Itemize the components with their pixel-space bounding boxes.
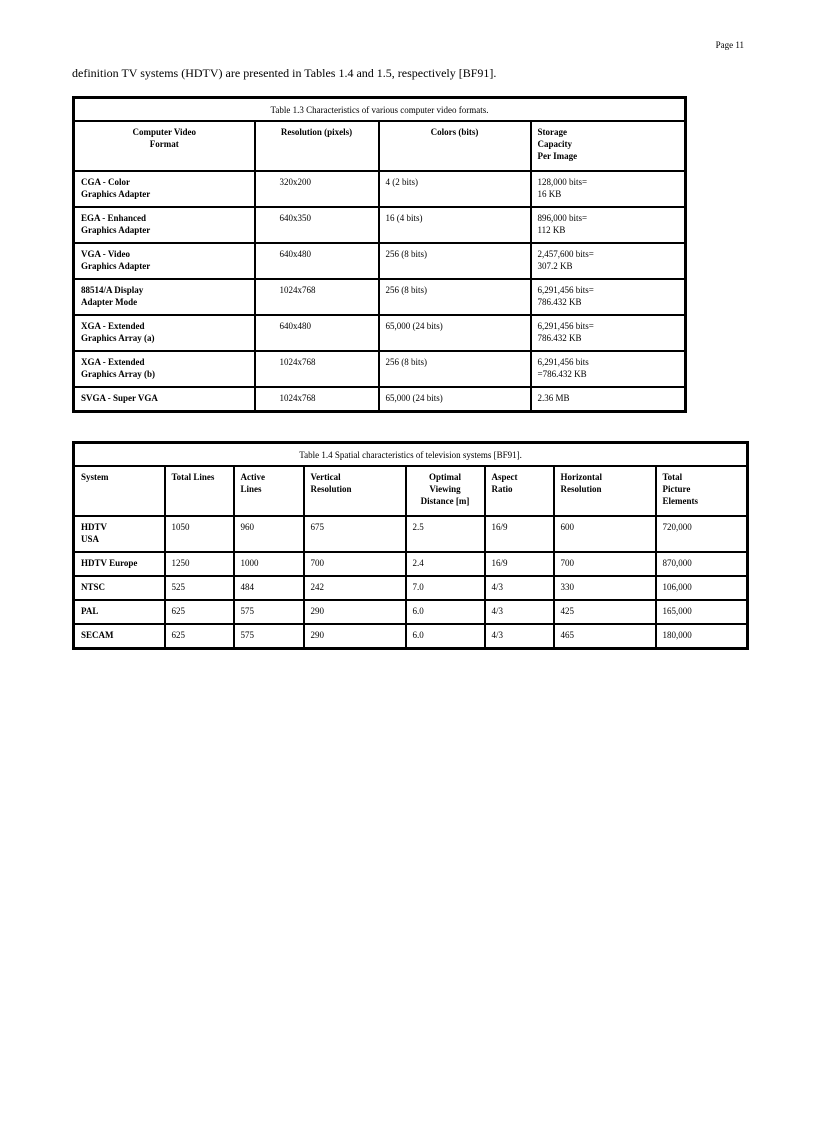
- column-header: Storage Capacity Per Image: [531, 121, 686, 171]
- table-row: [74, 576, 748, 600]
- table-caption: Table 1.3 Characteristics of various computer video formats.: [74, 98, 686, 122]
- table-cell: 7.0: [406, 576, 485, 600]
- table-row: [74, 387, 686, 411]
- table-cell: 165,000: [656, 600, 748, 624]
- table-cell: 4/3: [485, 624, 554, 648]
- table-cell: 16/9: [485, 516, 554, 552]
- table-cell: 1024x768: [255, 279, 379, 315]
- table-cell: HDTV Europe: [74, 552, 165, 576]
- column-header: System: [74, 466, 165, 516]
- column-header: Optimal Viewing Distance [m]: [406, 466, 485, 516]
- column-header: Horizontal Resolution: [554, 466, 656, 516]
- table-row: [74, 624, 748, 648]
- table-cell: 320x200: [255, 171, 379, 207]
- table-row: [74, 516, 748, 552]
- table-cell: 6,291,456 bits= 786.432 KB: [531, 315, 686, 351]
- table-cell: 65,000 (24 bits): [379, 315, 531, 351]
- table-row: [74, 207, 686, 243]
- table-header-row: [74, 466, 748, 516]
- table-television-systems: [72, 441, 749, 650]
- table-cell: 640x350: [255, 207, 379, 243]
- table-cell: 290: [304, 600, 406, 624]
- table-cell: 484: [234, 576, 304, 600]
- table-cell: 128,000 bits= 16 KB: [531, 171, 686, 207]
- table-cell: 256 (8 bits): [379, 279, 531, 315]
- table-row: [74, 243, 686, 279]
- table-cell: 330: [554, 576, 656, 600]
- table-cell: 16/9: [485, 552, 554, 576]
- table-cell: 2.5: [406, 516, 485, 552]
- table-cell: VGA - Video Graphics Adapter: [74, 243, 255, 279]
- table-cell: 720,000: [656, 516, 748, 552]
- table-cell: 525: [165, 576, 234, 600]
- table-cell: 6.0: [406, 624, 485, 648]
- table-cell: 960: [234, 516, 304, 552]
- table-cell: 700: [304, 552, 406, 576]
- table-caption: Table 1.4 Spatial characteristics of television systems [BF91].: [74, 443, 748, 467]
- table-cell: 242: [304, 576, 406, 600]
- table-cell: 6,291,456 bits= 786.432 KB: [531, 279, 686, 315]
- table-cell: 896,000 bits= 112 KB: [531, 207, 686, 243]
- table-caption-row: [74, 443, 748, 467]
- table-cell: 2.36 MB: [531, 387, 686, 411]
- table-cell: 6,291,456 bits =786.432 KB: [531, 351, 686, 387]
- table-cell: 625: [165, 624, 234, 648]
- table-cell: 88514/A Display Adapter Mode: [74, 279, 255, 315]
- table-cell: 1000: [234, 552, 304, 576]
- table-cell: 290: [304, 624, 406, 648]
- table-cell: 106,000: [656, 576, 748, 600]
- table-header-row: [74, 121, 686, 171]
- table-row: [74, 171, 686, 207]
- column-header: Resolution (pixels): [255, 121, 379, 171]
- table-cell: 1050: [165, 516, 234, 552]
- table-cell: 4/3: [485, 600, 554, 624]
- table-row: [74, 315, 686, 351]
- table-cell: 465: [554, 624, 656, 648]
- table-cell: 16 (4 bits): [379, 207, 531, 243]
- table-cell: EGA - Enhanced Graphics Adapter: [74, 207, 255, 243]
- table-cell: PAL: [74, 600, 165, 624]
- column-header: Colors (bits): [379, 121, 531, 171]
- table-cell: 2.4: [406, 552, 485, 576]
- table-row: [74, 600, 748, 624]
- table-cell: CGA - Color Graphics Adapter: [74, 171, 255, 207]
- column-header: Total Lines: [165, 466, 234, 516]
- column-header: Computer Video Format: [74, 121, 255, 171]
- table-cell: SVGA - Super VGA: [74, 387, 255, 411]
- table-cell: 640x480: [255, 315, 379, 351]
- table-cell: 65,000 (24 bits): [379, 387, 531, 411]
- table-cell: 6.0: [406, 600, 485, 624]
- page-number: Page 11: [715, 40, 744, 50]
- table-row: [74, 279, 686, 315]
- column-header: Aspect Ratio: [485, 466, 554, 516]
- table-row: [74, 351, 686, 387]
- table-cell: 1250: [165, 552, 234, 576]
- column-header: Active Lines: [234, 466, 304, 516]
- table-caption-row: [74, 98, 686, 122]
- table-cell: 180,000: [656, 624, 748, 648]
- table-cell: HDTV USA: [74, 516, 165, 552]
- table-cell: 4/3: [485, 576, 554, 600]
- table-cell: 700: [554, 552, 656, 576]
- table-cell: NTSC: [74, 576, 165, 600]
- table-cell: 1024x768: [255, 351, 379, 387]
- table-cell: SECAM: [74, 624, 165, 648]
- table-cell: 575: [234, 600, 304, 624]
- table-cell: 256 (8 bits): [379, 351, 531, 387]
- table-cell: 4 (2 bits): [379, 171, 531, 207]
- intro-paragraph: definition TV systems (HDTV) are presented in Tables 1.4 and 1.5, respectively [BF91].: [72, 66, 497, 80]
- table-cell: 1024x768: [255, 387, 379, 411]
- table-cell: XGA - Extended Graphics Array (b): [74, 351, 255, 387]
- table-cell: 600: [554, 516, 656, 552]
- column-header: Vertical Resolution: [304, 466, 406, 516]
- table-cell: 625: [165, 600, 234, 624]
- table-cell: 256 (8 bits): [379, 243, 531, 279]
- table-cell: 575: [234, 624, 304, 648]
- table-cell: 675: [304, 516, 406, 552]
- table-computer-video-formats: [72, 96, 687, 413]
- table-cell: 425: [554, 600, 656, 624]
- table-cell: 2,457,600 bits= 307.2 KB: [531, 243, 686, 279]
- table-cell: XGA - Extended Graphics Array (a): [74, 315, 255, 351]
- table-cell: 870,000: [656, 552, 748, 576]
- table-row: [74, 552, 748, 576]
- table-cell: 640x480: [255, 243, 379, 279]
- column-header: Total Picture Elements: [656, 466, 748, 516]
